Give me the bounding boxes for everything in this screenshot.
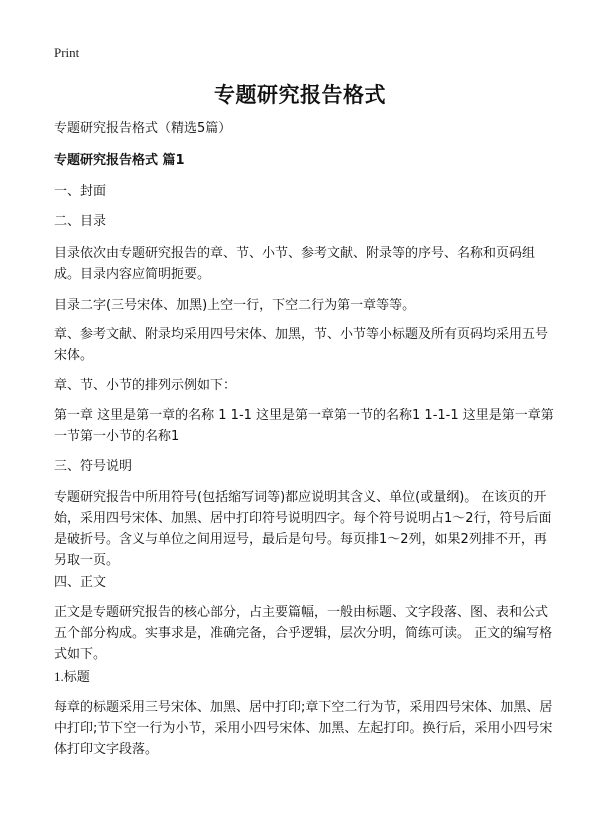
section-heading: 专题研究报告格式 篇1 <box>54 153 185 168</box>
paragraph-title-rule: 每章的标题采用三号宋体、加黑、居中打印;章下空二行为节，采用四号宋体、加黑、居中打印;节下空一行为小节，采用小四号宋体、加黑、左起打印。换行后，采用小四号宋体打印文字段落。 <box>54 700 553 757</box>
paragraph-example: 第一章 这里是第一章的名称 1 1-1 这里是第一章第一节的名称1 1-1-1 这里是第一章第一节第一小节的名称1 <box>54 408 554 444</box>
paragraph-toc-desc: 目录依次由专题研究报告的章、节、小节、参考文献、附录等的序号、名称和页码组成。目录内容应简明扼要。 <box>54 246 536 282</box>
paragraph-example-intro: 章、节、小节的排列示例如下： <box>54 378 237 393</box>
heading-toc: 二、目录 <box>54 214 107 229</box>
heading-symbols: 三、符号说明 <box>54 459 133 474</box>
paragraph-font-rules: 章、参考文献、附录均采用四号宋体、加黑，节、小节等小标题及所有页码均采用五号宋体。 <box>54 327 549 363</box>
paragraph-symbols: 专题研究报告中所用符号(包括缩写词等)都应说明其含义、单位(或量纲)。 在该页的开始，采用四号宋体、加黑、居中打印符号说明四字。每个符号说明占1～2行，符号后面是破折号。含义与单位之间用逗号，最后是句号。每页排1～2列，如果2列排不开，再另取一页。 <box>54 490 552 568</box>
print-link[interactable]: Print <box>54 45 80 60</box>
document-subtitle: 专题研究报告格式（精选5篇） <box>54 121 232 136</box>
heading-cover: 一、封面 <box>54 184 107 199</box>
heading-body: 四、正文 <box>54 575 107 590</box>
paragraph-toc-format: 目录二字(三号宋体、加黑)上空一行，下空二行为第一章等等。 <box>54 298 416 313</box>
paragraph-body: 正文是专题研究报告的核心部分，占主要篇幅，一般由标题、文字段落、图、表和公式五个部分构成。实事求是，准确完备，合乎逻辑，层次分明，简练可读。 正文的编写格式如下。 <box>54 605 553 662</box>
heading-title-rule: 1.标题 <box>54 669 90 684</box>
document-title: 专题研究报告格式 <box>214 83 386 107</box>
